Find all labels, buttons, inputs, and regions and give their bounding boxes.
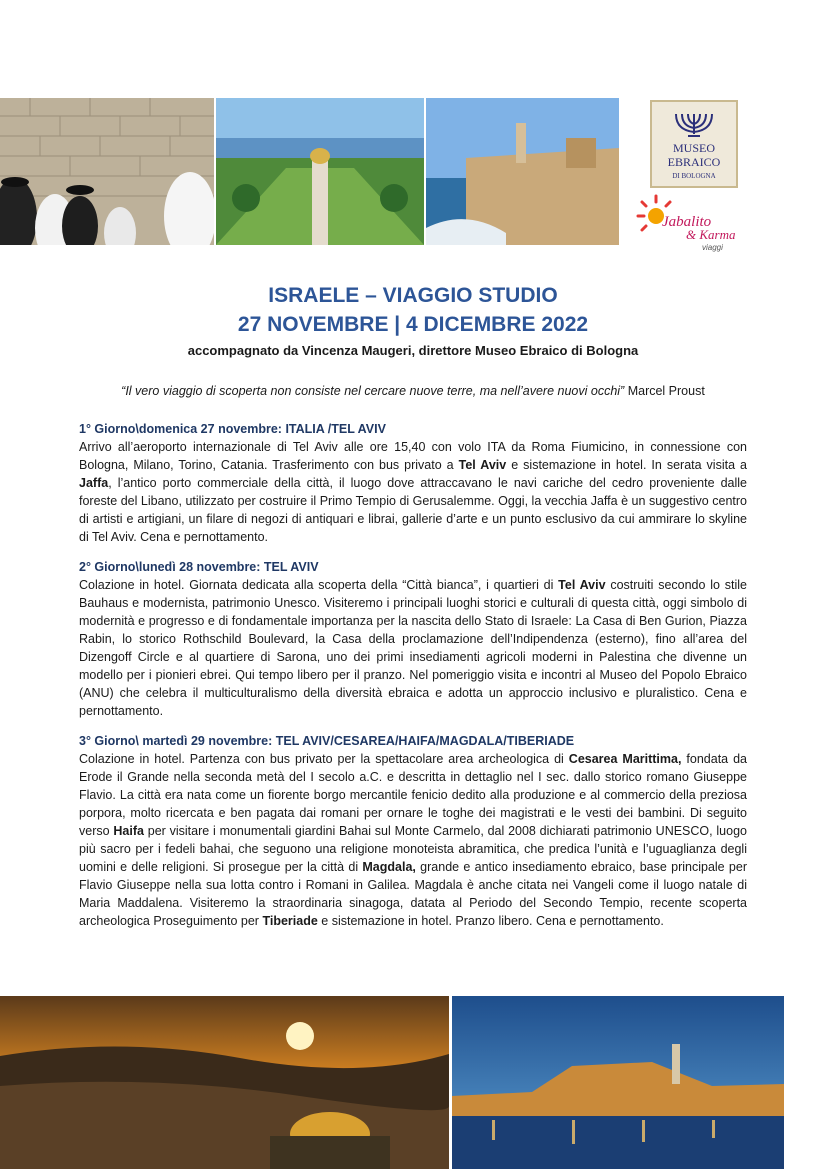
page-dates: 27 NOVEMBRE | 4 DICEMBRE 2022	[237, 313, 589, 336]
museo-ebraico-logo	[650, 100, 738, 188]
day-heading: 3° Giorno\ martedì 29 novembre: TEL AVIV/CESAREA/HAIFA/MAGDALA/TIBERIADE	[79, 734, 575, 748]
text-run: Colazione in hotel. Partenza con bus privato per la spettacolare area archeologica di	[79, 752, 569, 766]
text-run: e sistemazione in hotel. In serata visita a	[506, 458, 747, 472]
jaffa-coast-photo	[426, 98, 619, 245]
place-name: Tiberiade	[262, 914, 318, 928]
day-section	[79, 558, 747, 720]
place-name: Tel Aviv	[458, 458, 507, 472]
text-run: , l’antico porto commerciale della città, il luogo dove attraccavano le navi cariche del cedro proveniente dalle foreste del Libano, utilizzato per costruire il Primo Tempio di Gerusalemme. Oggi, la vecchia Jaffa è un suggestivo centro di artisti e artigiani, un filare di negozi di antiquari e librai, gallerie d’arte e un punto esclusivo da cui ammirare lo skyline di Tel Aviv. Cena e pernottamento.	[79, 476, 747, 544]
text-run: Arrivo all’aeroporto internazionale di Tel Aviv alle ore 15,40 con volo ITA da Roma Fiumicino, in connessione con Bologna, Milano, Torino, Catania. Trasferimento con bus privato a	[79, 440, 747, 472]
day-description	[79, 750, 747, 930]
place-name: Magdala,	[362, 860, 416, 874]
place-name: Jaffa	[79, 476, 109, 490]
quote	[60, 384, 766, 398]
day-section	[79, 732, 747, 930]
svg-text:MUSEO: MUSEO	[672, 141, 716, 155]
page-subtitle: accompagnato da Vincenza Maugeri, direttore Museo Ebraico di Bologna	[187, 343, 639, 358]
page-title: ISRAELE – VIAGGIO STUDIO	[268, 284, 558, 307]
haifa-gardens-photo	[216, 98, 424, 245]
text-run: per visitare i monumentali giardini Bahai sul Monte Carmelo, dal 2008 dichiarati patrimonio UNESCO, luogo più sacro per i fedeli bahai, che seguono una religione monoteista abramitica, che predica l’unità e l’uguaglianza degli uomini e delle religioni. Si prosegue per la città di	[79, 824, 747, 874]
western-wall-photo	[0, 98, 214, 245]
place-name: Cesarea Marittima,	[568, 752, 682, 766]
jaffa-night-photo	[452, 996, 784, 1169]
text-run: costruiti secondo lo stile Bauhaus e modernista, patrimonio Unesco. Visiteremo i principali luoghi storici e culturali di questa città, oggi simbolo di modernità e progresso e di fondamentale importanza per la nascita dello Stato di Israele: La Casa di Ben Gurion, Piazza Rabin, lo storico Rothschild Boulevard, la Casa della proclamazione dell’Indipendenza (esterno), fino all’area del Dizengoff Circle e al quartiere di Sarona, uno dei primi insediamenti agricoli moderni in Palestina che divenne un modello per i pionieri ebrei. Qui tempo libero per il pranzo. Nel pomeriggio visita e incontri al Museo del Popolo Ebraico (ANU) che celebra il multiculturalismo della diversità ebraica e adotta un approccio inclusivo e pluralistico. Cena e pernottamento.	[79, 578, 747, 718]
text-run: fondata da Erode il Grande nella seconda metà del I secolo a.C. e descritta in dettaglio nel I sec. dallo storico romano Giuseppe Flavio. La città era nata come un fiorente borgo mercantile fenicio dedito alla produzione e al commercio della preziosa porpora, molto ricercata e ben pagata dai romani per ornare le toghe dei magistrati e le vesti dei bambini. Di seguito verso	[79, 752, 747, 838]
quote-author: Marcel Proust	[627, 384, 705, 398]
svg-text:Jabalito: Jabalito	[662, 214, 712, 230]
place-name: Haifa	[113, 824, 144, 838]
day-section	[79, 420, 747, 546]
svg-text:DI BOLOGNA: DI BOLOGNA	[672, 172, 716, 180]
quote-text: “Il vero viaggio di scoperta non consiste nel cercare nuove terre, ma nell’avere nuovi occhi”	[121, 384, 625, 398]
svg-text:& Karma: & Karma	[686, 227, 736, 242]
text-run: grande e antico insediamento ebraico, base principale per Flavio Giuseppe nella sua lotta contro i Romani in Galilea. Magdala è anche citata nei Vangeli come il luogo natale di Maria Maddalena. Visiteremo la straordinaria sinagoga, datata al Periodo del Secondo Tempio, recente scoperta archeologica Proseguimento per	[79, 860, 747, 928]
day-heading: 1° Giorno\domenica 27 novembre: ITALIA /TEL AVIV	[79, 422, 386, 436]
itinerary	[79, 420, 747, 942]
jabalito-karma-logo	[636, 192, 754, 254]
jerusalem-sunset-photo	[0, 996, 449, 1169]
day-description	[79, 438, 747, 546]
svg-text:viaggi: viaggi	[702, 243, 723, 252]
svg-text:EBRAICO: EBRAICO	[667, 155, 721, 169]
day-description	[79, 576, 747, 720]
place-name: Tel Aviv	[558, 578, 606, 592]
text-run: Colazione in hotel. Giornata dedicata alla scoperta della “Città bianca”, i quartieri di	[79, 578, 559, 592]
text-run: e sistemazione in hotel. Pranzo libero. Cena e pernottamento.	[317, 914, 664, 928]
header	[60, 282, 766, 358]
day-heading: 2° Giorno\lunedì 28 novembre: TEL AVIV	[79, 560, 319, 574]
